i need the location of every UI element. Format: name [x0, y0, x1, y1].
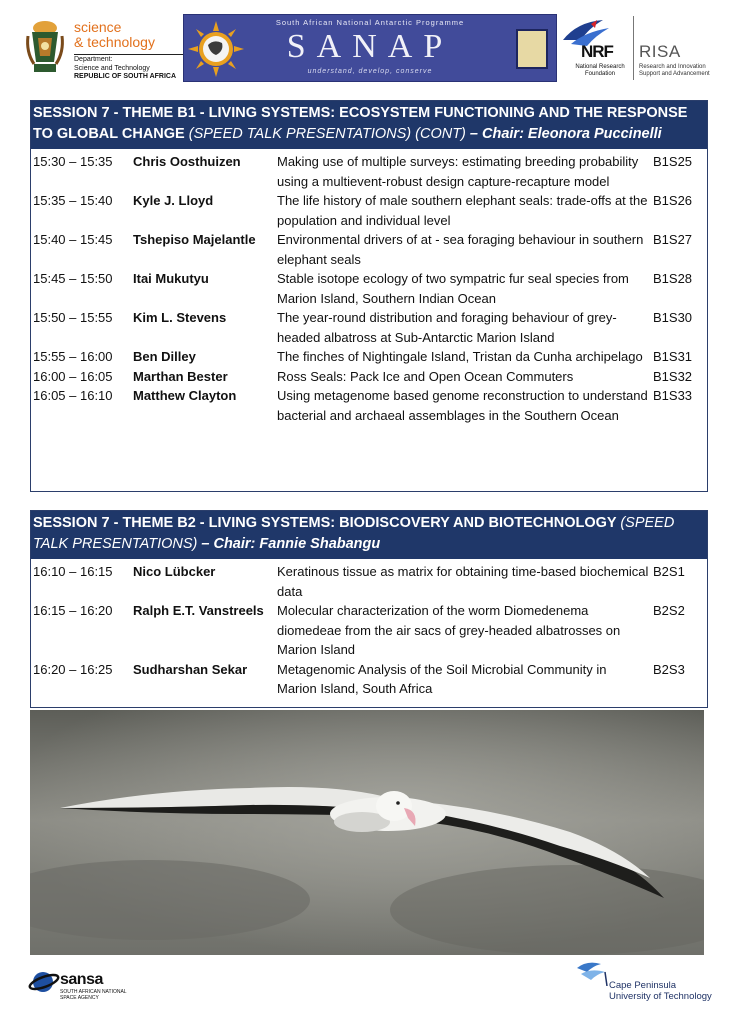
sansa-sub-line-2: SPACE AGENCY — [60, 995, 99, 1001]
nrf-org-line-1: National Research — [575, 64, 625, 70]
talk-title: Using metagenome based genome reconstruction to understand bacterial and archaeal assemblages in the Southern Ocean — [277, 388, 648, 423]
talk-time: 15:40 – 15:45 — [33, 232, 113, 247]
talk-speaker: Ralph E.T. Vanstreels — [133, 603, 264, 618]
talk-row — [31, 152, 707, 191]
talk-row — [31, 308, 707, 347]
talk-code: B2S3 — [653, 661, 685, 677]
talk-title: Metagenomic Analysis of the Soil Microbial Community in Marion Island, South Africa — [277, 661, 607, 696]
talk-code: B1S28 — [653, 271, 693, 286]
talk-speaker: Matthew Clayton — [133, 388, 237, 403]
talk-code: B1S25 — [653, 154, 693, 169]
talk-speaker: Marthan Bester — [133, 368, 228, 384]
sanap-tagline: understand, develop, conserve — [307, 68, 433, 75]
talk-time: 15:30 – 15:35 — [33, 154, 113, 169]
talk-title: Molecular characterization of the worm Diomedenema diomedeae from the air sacs of grey-headed albatrosses on Marion Island — [277, 603, 621, 657]
talk-speaker: Nico Lübcker — [133, 564, 216, 579]
nrf-divider — [633, 16, 634, 80]
talk-code: B1S27 — [653, 232, 693, 247]
talk-row — [31, 347, 707, 367]
cput-line-2: University of Technology — [609, 991, 712, 1002]
risa-sub-text — [639, 64, 710, 78]
sansa-sub — [60, 989, 127, 1001]
page-header — [0, 10, 733, 86]
talk-code: B1S33 — [653, 388, 693, 403]
dept-line-3: REPUBLIC OF SOUTH AFRICA — [74, 73, 177, 80]
talk-row — [31, 562, 707, 601]
talk-title: Environmental drivers of at - sea foraging behaviour in southern elephant seals — [277, 232, 644, 267]
nrf-risa-logo — [561, 12, 711, 84]
brand-line-2: & technology — [74, 34, 155, 50]
sanap-subtitle: South African National Antarctic Programme — [275, 18, 465, 27]
session-b1-table — [30, 100, 708, 492]
cput-logo — [575, 960, 715, 1004]
albatross-illustration — [30, 710, 704, 955]
talk-title: The year-round distribution and foraging behaviour of grey-headed albatross at Sub-Antarctic Marion Island — [277, 310, 617, 345]
talk-time: 15:50 – 15:55 — [33, 310, 113, 325]
talk-code: B2S2 — [653, 603, 685, 618]
talk-title: The finches of Nightingale Island, Tristan da Cunha archipelago — [277, 349, 643, 364]
risa-text: RISA — [639, 42, 681, 61]
albatross-photo — [30, 710, 704, 955]
risa-line-2: Support and Advancement — [639, 71, 710, 77]
talk-row — [31, 230, 707, 269]
talk-time: 16:15 – 16:20 — [33, 603, 113, 618]
talk-time: 15:35 – 15:40 — [33, 193, 113, 208]
session-b1-heading-bold: SESSION 7 - THEME B1 - LIVING SYSTEMS: ECOSYSTEM FUNCTIONING AND THE RESPONSE TO GLOBAL CHANGE — [33, 105, 688, 142]
nrf-org-text — [569, 64, 631, 78]
session-b2-heading-italic: (SPEED TALK PRESENTATIONS) — [33, 515, 675, 552]
talk-title: Making use of multiple surveys: estimating breeding probability using a multievent-robust design capture-recapture model — [277, 154, 639, 189]
sansa-logo — [28, 966, 138, 1000]
talk-code: B1S26 — [653, 193, 693, 208]
talk-row — [31, 367, 707, 387]
talk-row — [31, 191, 707, 230]
talk-speaker: Sudharshan Sekar — [133, 661, 248, 677]
session-b2-chair: – Chair: Fannie Shabangu — [201, 536, 381, 552]
dept-line-2: Science and Technology — [74, 64, 150, 72]
talk-speaker: Ben Dilley — [133, 349, 196, 364]
talk-time: 15:45 – 15:50 — [33, 271, 113, 286]
cput-line-1: Cape Peninsula — [609, 980, 677, 991]
session-b1-chair: – Chair: Eleonora Puccinelli — [469, 126, 662, 142]
sansa-name: sansa — [60, 971, 103, 988]
talk-row — [31, 269, 707, 308]
session-b1-heading — [31, 101, 707, 149]
talk-title: Stable isotope ecology of two sympatric fur seal species from Marion Island, Southern Indian Ocean — [277, 271, 629, 306]
session-b1-heading-italic: (SPEED TALK PRESENTATIONS) (CONT) — [188, 126, 470, 142]
session-b2-heading — [31, 511, 707, 559]
session-b1-rows — [31, 149, 707, 425]
cput-wave-icon — [575, 960, 609, 986]
sansa-sub-line-1: SOUTH AFRICAN NATIONAL — [60, 989, 127, 995]
risa-line-1: Research and Innovation — [639, 64, 706, 70]
nrf-org-line-2: Foundation — [584, 71, 616, 77]
talk-title: Keratinous tissue as matrix for obtaining time-based biochemical data — [277, 564, 649, 599]
nrf-logo-text: NRF — [581, 42, 613, 61]
talk-code: B1S32 — [653, 368, 693, 384]
sanap-badge-icon — [516, 29, 548, 69]
talk-time: 16:00 – 16:05 — [33, 368, 113, 384]
talk-time: 15:55 – 16:00 — [33, 349, 113, 364]
talk-speaker: Itai Mukutyu — [133, 271, 209, 286]
session-b2-heading-bold: SESSION 7 - THEME B2 - LIVING SYSTEMS: BIODISCOVERY AND BIOTECHNOLOGY — [33, 515, 621, 531]
dept-line-1: Department: — [74, 56, 113, 63]
talk-speaker: Chris Oosthuizen — [133, 154, 241, 169]
talk-time: 16:20 – 16:25 — [33, 661, 113, 677]
coat-of-arms-icon — [24, 18, 66, 76]
dst-logo — [24, 16, 184, 80]
brand-line-1: science — [74, 19, 122, 35]
talk-code: B1S31 — [653, 349, 693, 364]
talk-row — [31, 386, 707, 425]
talk-time: 16:10 – 16:15 — [33, 564, 113, 579]
session-b2-table — [30, 510, 708, 708]
talk-title: The life history of male southern elephant seals: trade-offs at the population and individual level — [277, 193, 648, 228]
talk-title: Ross Seals: Pack Ice and Open Ocean Commuters — [277, 368, 574, 384]
talk-speaker: Kyle J. Lloyd — [133, 193, 214, 208]
talk-time: 16:05 – 16:10 — [33, 388, 113, 403]
talk-row — [31, 601, 707, 660]
brand-divider — [74, 54, 200, 55]
talk-code: B2S1 — [653, 564, 685, 579]
sansa-orbit-icon — [28, 968, 60, 996]
talk-code: B1S30 — [653, 310, 693, 325]
talk-speaker: Tshepiso Majelantle — [133, 232, 256, 247]
talk-speaker: Kim L. Stevens — [133, 310, 227, 325]
department-text — [74, 56, 176, 82]
sanap-title: SANAP — [286, 28, 454, 65]
talk-row — [31, 660, 707, 699]
session-b2-rows — [31, 559, 707, 699]
sun-globe-icon — [188, 21, 244, 77]
sanap-banner — [183, 14, 557, 82]
